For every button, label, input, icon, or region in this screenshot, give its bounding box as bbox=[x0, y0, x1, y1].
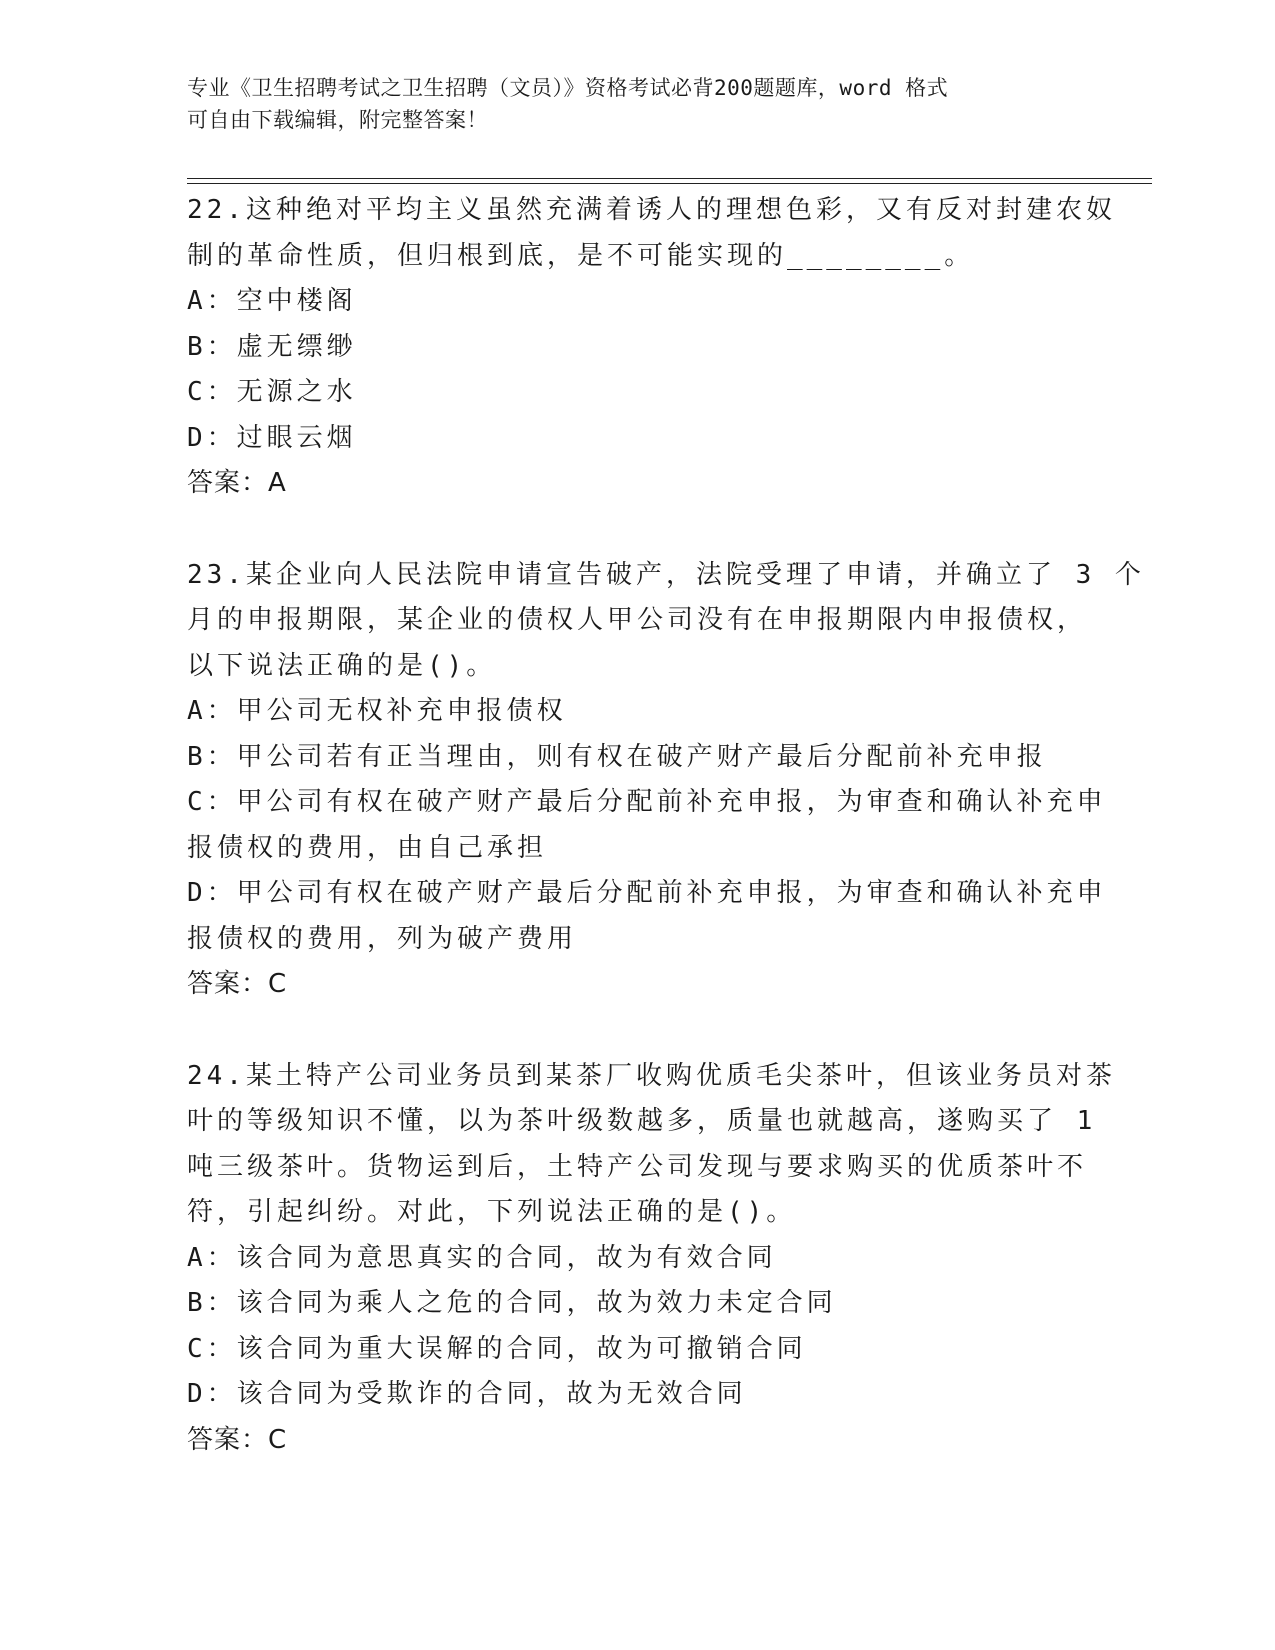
option-a: A：该合同为意思真实的合同，故为有效合同 bbox=[187, 1242, 777, 1273]
option-c: C：该合同为重大误解的合同，故为可撤销合同 bbox=[187, 1333, 807, 1364]
header-line-1: 专业《卫生招聘考试之卫生招聘（文员）》资格考试必背200题题库，word 格式 bbox=[187, 76, 949, 100]
question-text-line: 24.某土特产公司业务员到某茶厂收购优质毛尖茶叶，但该业务员对茶 bbox=[187, 1060, 1116, 1091]
question-text-line: 22.这种绝对平均主义虽然充满着诱人的理想色彩，又有反对封建农奴 bbox=[187, 195, 1116, 225]
option-d: D：甲公司有权在破产财产最后分配前补充申报，为审查和确认补充申 bbox=[187, 878, 1107, 908]
question-text-line: 叶的等级知识不懂，以为茶叶级数越多，质量也就越高，遂购买了 1 bbox=[187, 1106, 1097, 1136]
option-d: D：该合同为受欺诈的合同，故为无效合同 bbox=[187, 1379, 747, 1409]
question-text-line: 符，引起纠纷。对此，下列说法正确的是()。 bbox=[187, 1197, 797, 1227]
header-line-2: 可自由下载编辑，附完整答案！ bbox=[187, 108, 488, 132]
question-text-line: 制的革命性质，但归根到底，是不可能实现的________。 bbox=[187, 240, 975, 271]
question-item bbox=[187, 1054, 1116, 1464]
question-item bbox=[187, 188, 1116, 507]
option-b: B：甲公司若有正当理由，则有权在破产财产最后分配前补充申报 bbox=[187, 741, 1047, 772]
document-header bbox=[187, 72, 1067, 136]
header-divider-bottom bbox=[187, 183, 1152, 184]
option-c: C：无源之水 bbox=[187, 377, 357, 407]
option-d: D：过眼云烟 bbox=[187, 422, 357, 453]
option-a: A：空中楼阁 bbox=[187, 286, 357, 316]
option-b: B：该合同为乘人之危的合同，故为效力未定合同 bbox=[187, 1288, 837, 1318]
header-divider-top bbox=[187, 178, 1152, 179]
answer-line: 答案：C bbox=[187, 1424, 288, 1455]
answer-line: 答案：A bbox=[187, 468, 287, 498]
question-list bbox=[187, 188, 1145, 1509]
answer-line: 答案：C bbox=[187, 969, 288, 999]
question-text-line: 以下说法正确的是()。 bbox=[187, 650, 497, 681]
question-text-line: 吨三级茶叶。货物运到后，土特产公司发现与要求购买的优质茶叶不 bbox=[187, 1151, 1088, 1182]
question-text-line: 月的申报期限，某企业的债权人甲公司没有在申报期限内申报债权， bbox=[187, 605, 1088, 635]
option-b: B：虚无缥缈 bbox=[187, 331, 357, 362]
option-c-continued: 报债权的费用，由自己承担 bbox=[187, 832, 548, 863]
question-item bbox=[187, 553, 1145, 1008]
question-text-line: 23.某企业向人民法院申请宣告破产，法院受理了申请，并确立了 3 个 bbox=[187, 559, 1145, 590]
option-a: A：甲公司无权补充申报债权 bbox=[187, 696, 567, 726]
option-c: C：甲公司有权在破产财产最后分配前补充申报，为审查和确认补充申 bbox=[187, 787, 1107, 817]
option-d-continued: 报债权的费用，列为破产费用 bbox=[187, 923, 578, 954]
